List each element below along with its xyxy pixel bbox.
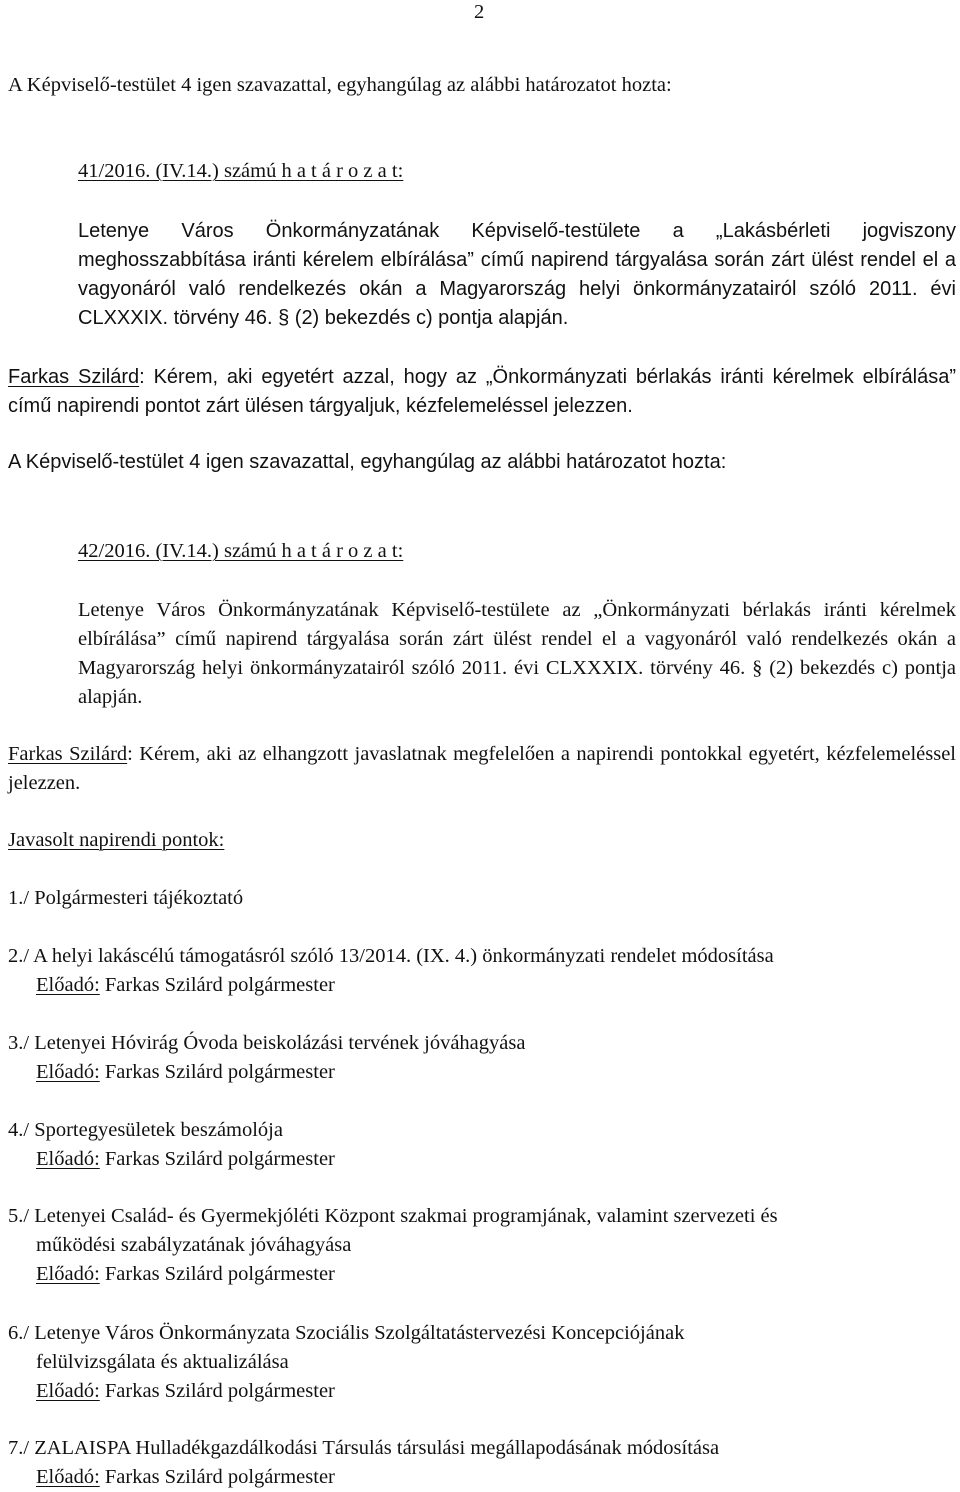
agenda-item-title-text: Letenye Város Önkormányzata Szociális Szolgáltatástervezési Koncepciójának xyxy=(29,1322,685,1344)
agenda-item-title-text: Letenyei Hóvirág Óvoda beiskolázási tervének jóváhagyása xyxy=(29,1032,526,1054)
agenda-item-title-text: ZALAISPA Hulladékgazdálkodási Társulás társulási megállapodásának módosítása xyxy=(29,1437,720,1459)
presenter-name: Farkas Szilárd polgármester xyxy=(99,1061,335,1083)
presenter-label: Előadó: xyxy=(36,1466,100,1488)
agenda-item-number: 3./ xyxy=(8,1032,30,1054)
agenda-item-number: 1./ xyxy=(8,887,30,909)
presenter-label: Előadó: xyxy=(36,974,100,996)
agenda-item-title xyxy=(8,1202,956,1231)
agenda-item-title xyxy=(8,942,956,971)
agenda-item-title-text: Polgármesteri tájékoztató xyxy=(29,887,244,909)
agenda-item-title xyxy=(8,1029,956,1058)
agenda-item-presenter xyxy=(8,1260,956,1289)
resolution-2-text: Letenye Város Önkormányzatának Képviselő-testülete az „Önkormányzati bérlakás iránti kérelmek elbírálása” című napirend tárgyalása során zárt ülést rendel el a vagyonáról való rendelkezés okán a Magyarország helyi önkormányzatairól szóló 2011. évi CLXXXIX. törvény 46. § (2) bekezdés c) pontja alapján. xyxy=(78,599,956,708)
page-number: 2 xyxy=(474,1,485,23)
agenda-item-presenter xyxy=(8,1145,956,1174)
agenda-heading: Javasolt napirendi pontok: xyxy=(8,829,225,851)
agenda-item xyxy=(8,884,956,913)
presenter-label: Előadó: xyxy=(36,1380,100,1402)
agenda-item-title-text: Letenyei Család- és Gyermekjóléti Központ szakmai programjának, valamint szervezeti és xyxy=(29,1205,778,1227)
agenda-item-number: 2./ xyxy=(8,945,30,967)
agenda-item xyxy=(8,942,956,1000)
agenda-item-number: 5./ xyxy=(8,1205,30,1227)
resolution-1-number: 41/2016. (IV.14.) számú h a t á r o z a t: xyxy=(78,160,404,182)
presenter-name: Farkas Szilárd polgármester xyxy=(99,974,335,996)
agenda-item-title xyxy=(8,1319,956,1348)
speech-2-text: : Kérem, aki az elhangzott javaslatnak megfelelően a napirendi pontokkal egyetért, kézfelemeléssel jelezzen. xyxy=(8,743,956,794)
presenter-name: Farkas Szilárd polgármester xyxy=(99,1380,335,1402)
agenda-item-title-continued: felülvizsgálata és aktualizálása xyxy=(36,1351,289,1373)
agenda-item-number: 6./ xyxy=(8,1322,30,1344)
presenter-name: Farkas Szilárd polgármester xyxy=(99,1263,335,1285)
vote-statement-1: A Képviselő-testület 4 igen szavazattal, egyhangúlag az alábbi határozatot hozta: xyxy=(8,74,672,96)
agenda-item-presenter xyxy=(8,1377,956,1406)
agenda-item-title xyxy=(8,1434,956,1463)
resolution-1-text: Letenye Város Önkormányzatának Képviselő-testülete a „Lakásbérleti jogviszony meghosszabbítása iránti kérelem elbírálása” című napirend tárgyalása során zárt ülést rendel el a vagyonáról való rendelkezés okán a Magyarország helyi önkormányzatairól szóló 2011. évi CLXXXIX. törvény 46. § (2) bekezdés c) pontja alapján. xyxy=(78,220,956,329)
agenda-item-title xyxy=(8,1116,956,1145)
speaker-name: Farkas Szilárd xyxy=(8,366,140,388)
speech-1-text: : Kérem, aki egyetért azzal, hogy az „Önkormányzati bérlakás iránti kérelmek elbírálása” című napirendi pontot zárt ülésen tárgyaljuk, kézfelemeléssel jelezzen. xyxy=(8,366,957,417)
agenda-item xyxy=(8,1319,956,1406)
agenda-item-title xyxy=(8,884,956,913)
presenter-label: Előadó: xyxy=(36,1061,100,1083)
resolution-2-number: 42/2016. (IV.14.) számú h a t á r o z a t: xyxy=(78,540,404,562)
speech-1 xyxy=(8,363,956,421)
presenter-label: Előadó: xyxy=(36,1263,100,1285)
agenda-item xyxy=(8,1029,956,1087)
agenda-item-title-text: A helyi lakáscélú támogatásról szóló 13/2014. (IX. 4.) önkormányzati rendelet módosítása xyxy=(29,945,774,967)
presenter-name: Farkas Szilárd polgármester xyxy=(99,1466,335,1488)
agenda-item xyxy=(8,1202,956,1289)
agenda-item-presenter xyxy=(8,1463,956,1492)
presenter-name: Farkas Szilárd polgármester xyxy=(99,1148,335,1170)
agenda-item-number: 7./ xyxy=(8,1437,30,1459)
agenda-item-title-text: Sportegyesületek beszámolója xyxy=(29,1119,283,1141)
agenda-item-title-continued: működési szabályzatának jóváhagyása xyxy=(36,1234,352,1256)
speech-2 xyxy=(8,740,956,798)
presenter-label: Előadó: xyxy=(36,1148,100,1170)
agenda-item xyxy=(8,1434,956,1492)
vote-statement-2: A Képviselő-testület 4 igen szavazattal, egyhangúlag az alábbi határozatot hozta: xyxy=(8,451,727,473)
agenda-item xyxy=(8,1116,956,1174)
agenda-item-number: 4./ xyxy=(8,1119,30,1141)
speaker-name: Farkas Szilárd xyxy=(8,743,128,765)
agenda-item-presenter xyxy=(8,971,956,1000)
agenda-item-presenter xyxy=(8,1058,956,1087)
